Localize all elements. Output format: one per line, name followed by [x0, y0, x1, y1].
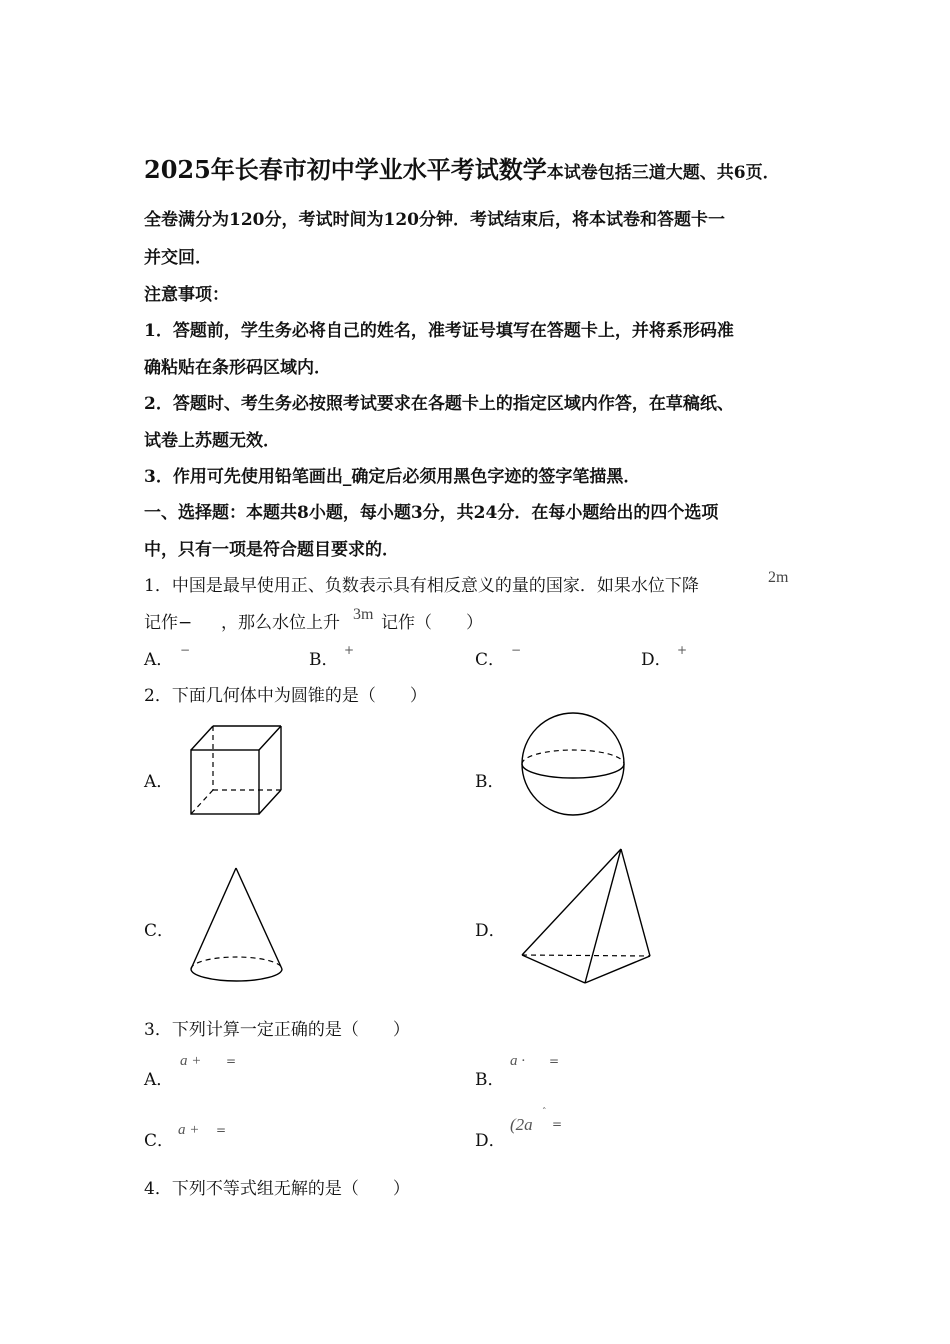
q4-stem: 4．下列不等式组无解的是（ ） [144, 1179, 410, 1199]
q1-option-b-label[interactable]: B． [309, 650, 339, 670]
cone-figure [188, 865, 288, 985]
q1-stem-line-1: 1．中国是最早使用正、负数表示具有相反意义的量的国家．如果水位下降 [144, 576, 699, 596]
notice-3: 3．作用可先使用铅笔画出_确定后必须用黑色字迹的签字笔描黑． [144, 467, 641, 487]
q3-stem: 3．下列计算一定正确的是（ ） [144, 1020, 410, 1040]
q3-option-b-eq: = [549, 1054, 560, 1068]
q1-option-d-label[interactable]: D． [641, 650, 672, 670]
notice-2-line-2: 试卷上苏题无效． [144, 431, 280, 451]
q3-option-d-label[interactable]: D． [475, 1131, 506, 1151]
notice-1-line-1: 1．答题前，学生务必将自己的姓名，准考证号填写在答题卡上，并将系形码准 [144, 321, 734, 341]
q1-value-2m: 2m [768, 569, 789, 586]
q2-option-d-label[interactable]: D． [475, 921, 506, 941]
q3-option-c-eq: = [216, 1123, 227, 1137]
section-1-line-1: 一、选择题：本题共8小题，每小题3分，共24分．在每小题给出的四个选项 [144, 503, 719, 523]
q2-option-a-label[interactable]: A． [144, 772, 174, 792]
q1-option-c-value: − [511, 643, 522, 657]
notice-2-line-1: 2．答题时、考生务必按照考试要求在各题卡上的指定区域内作答，在草稿纸、 [144, 394, 734, 414]
q1-option-a-label[interactable]: A． [144, 650, 174, 670]
page-title [144, 150, 780, 185]
notice-heading: 注意事项： [144, 285, 229, 305]
q3-option-a-eq: = [226, 1054, 237, 1068]
exam-title: 2025年长春市初中学业水平考试数学 [144, 155, 547, 184]
q1-option-d-value: + [677, 643, 688, 657]
sphere-figure [518, 712, 628, 816]
q3-option-a-label[interactable]: A． [144, 1070, 174, 1090]
q1-stem-line-2a: 记作− [144, 613, 193, 633]
intro-line-2: 并交回． [144, 248, 212, 268]
notice-1-line-2: 确粘贴在条形码区域内． [144, 358, 331, 378]
q1-value-3m: 3m [353, 606, 374, 623]
q3-option-b-label[interactable]: B． [475, 1070, 505, 1090]
q1-option-a-value: − [180, 643, 191, 657]
q1-option-c-label[interactable]: C． [475, 650, 506, 670]
q2-stem: 2．下面几何体中为圆锥的是（ ） [144, 686, 427, 706]
q3-option-c-expr: a + [178, 1122, 200, 1138]
section-1-line-2: 中，只有一项是符合题目要求的． [144, 540, 399, 560]
q2-option-c-label[interactable]: C． [144, 921, 175, 941]
q1-stem-line-2c: 记作（ ） [381, 613, 483, 633]
q3-option-a-expr: a + [180, 1053, 202, 1069]
q2-option-b-label[interactable]: B． [475, 772, 505, 792]
q1-stem-line-2b: ，那么水位上升 [221, 613, 340, 633]
q3-option-c-label[interactable]: C． [144, 1131, 175, 1151]
q3-option-d-expr: (2a [510, 1115, 533, 1134]
pyramid-figure [518, 846, 656, 988]
q1-option-b-value: + [344, 643, 355, 657]
q3-option-d-eq: = [552, 1117, 563, 1131]
exam-title-suffix: 本试卷包括三道大题、共6页． [546, 163, 780, 183]
intro-line-1: 全卷满分为120分，考试时间为120分钟．考试结束后，将本试卷和答题卡一 [144, 210, 725, 230]
q3-option-d-sup: ˆ [542, 1108, 547, 1118]
q3-option-b-expr: a · [510, 1053, 525, 1069]
cube-figure [185, 720, 295, 820]
